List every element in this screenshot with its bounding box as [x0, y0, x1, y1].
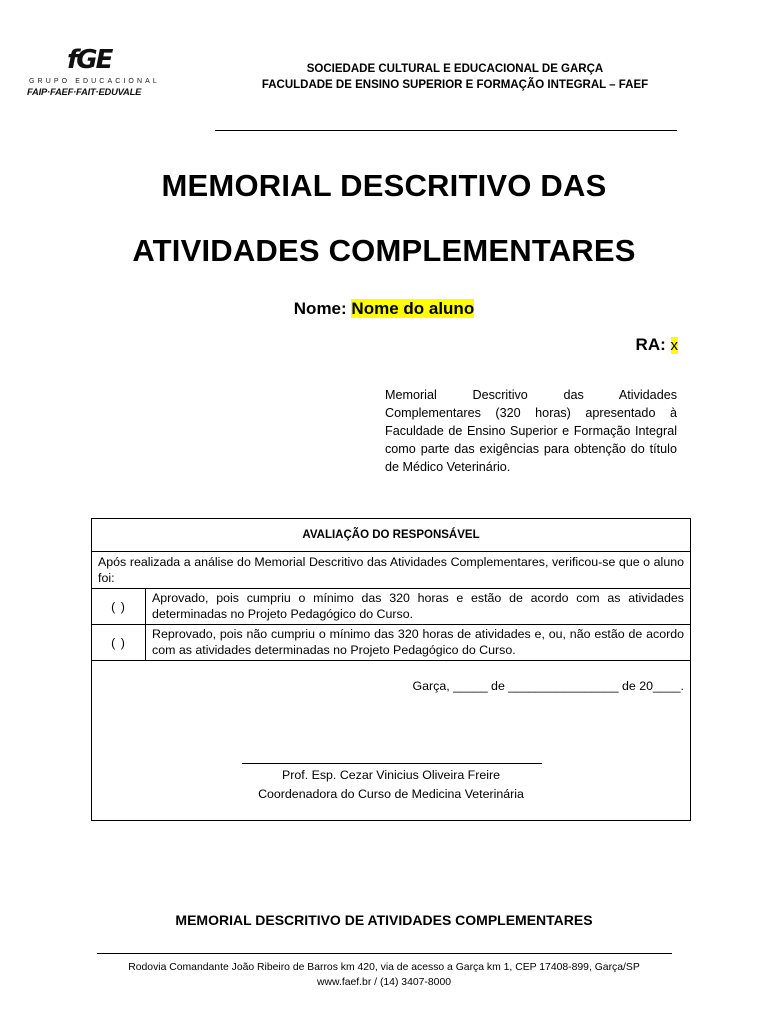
ra-label: RA: [635, 335, 666, 354]
name-label: Nome: [293, 299, 347, 318]
logo-brands: FAIP·FAEF·FAIT·EDUVALE [27, 86, 142, 97]
logo-subtitle: GRUPO EDUCACIONAL [29, 78, 160, 85]
evaluation-signature-area [92, 661, 690, 825]
institution-name-line2: FACULDADE DE ENSINO SUPERIOR E FORMAÇÃO INTEGRAL – FAEF [261, 79, 649, 91]
student-name-line [0, 299, 768, 319]
reproved-text: Reprovado, pois não cumpriu o mínimo das 320 horas de atividades e, ou, não estão de acordo com as atividades determinadas no Projeto Pedagógico do Curso. [152, 627, 684, 657]
abstract-paragraph: Memorial Descritivo das Atividades Complementares (320 horas) apresentado à Faculdade de Ensino Superior e Formação Integral como parte das exigências para obtenção do título de Médico Veterinário. [385, 388, 677, 474]
signer-role: Coordenadora do Curso de Medicina Veterinária [258, 787, 524, 801]
bottom-title: MEMORIAL DESCRITIVO DE ATIVIDADES COMPLEMENTARES [175, 912, 593, 928]
option-reproved-row [92, 625, 690, 661]
document-title-line1: MEMORIAL DESCRITIVO DAS [161, 168, 607, 203]
footer-address: Rodovia Comandante João Ribeiro de Barros km 420, via de acesso a Garça km 1, CEP 17408-899, Garça/SP [128, 962, 640, 973]
signature-line [242, 763, 542, 764]
evaluation-heading: AVALIAÇÃO DO RESPONSÁVEL [92, 519, 690, 552]
footer-contact: www.faef.br / (14) 3407-8000 [317, 977, 451, 988]
option-approved-row [92, 589, 690, 625]
student-name-field[interactable]: Nome do aluno [351, 299, 475, 318]
ra-field[interactable]: x [670, 337, 678, 354]
logo-mark: fGE [67, 45, 112, 75]
approved-checkbox[interactable]: ( ) [92, 589, 146, 624]
header-divider [215, 130, 677, 131]
signer-name: Prof. Esp. Cezar Vinicius Oliveira Freire [281, 768, 501, 782]
date-line[interactable]: Garça, _____ de ________________ de 20____. [412, 679, 684, 693]
institution-name-line1: SOCIEDADE CULTURAL E EDUCACIONAL DE GARÇA [306, 63, 604, 75]
footer-divider [97, 953, 672, 954]
evaluation-intro: Após realizada a análise do Memorial Descritivo das Atividades Complementares, verificou-se que o aluno foi: [92, 552, 690, 589]
evaluation-table [91, 518, 691, 821]
approved-text: Aprovado, pois cumpriu o mínimo das 320 horas e estão de acordo com as atividades determinadas no Projeto Pedagógico do Curso. [152, 591, 684, 621]
ra-line [636, 335, 678, 355]
reproved-checkbox[interactable]: ( ) [92, 625, 146, 660]
institution-logo [27, 45, 160, 97]
document-title-line2: ATIVIDADES COMPLEMENTARES [132, 233, 636, 268]
